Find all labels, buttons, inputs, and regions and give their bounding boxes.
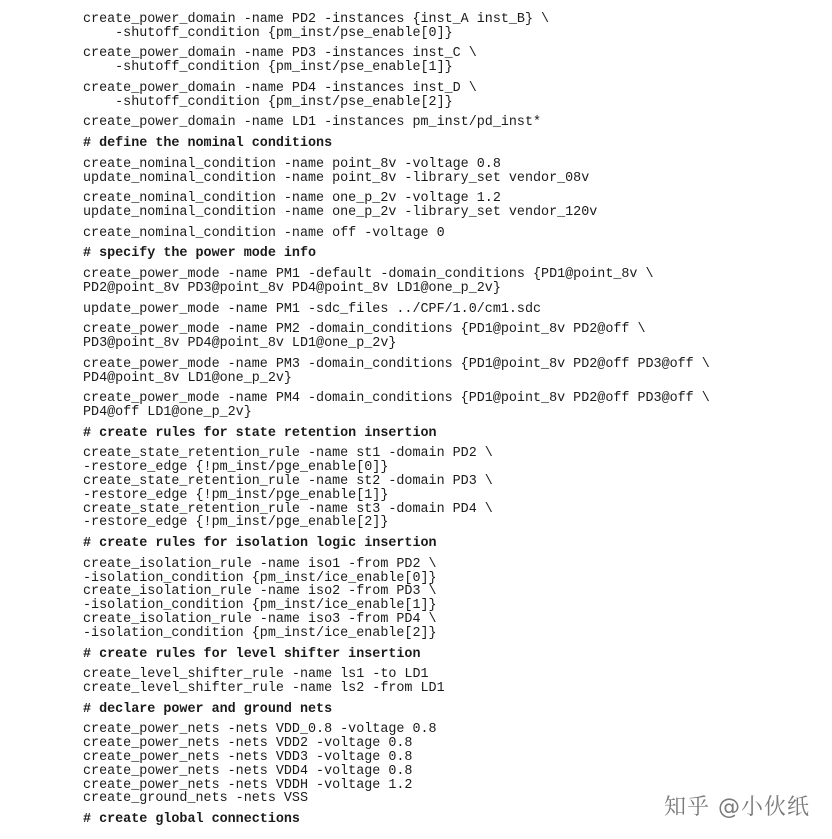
code-line: create_power_mode -name PM1 -default -domain_conditions {PD1@point_8v \ (83, 267, 654, 283)
code-line: create_level_shifter_rule -name ls1 -to LD1 (83, 667, 429, 683)
code-listing (83, 13, 710, 827)
code-line: -shutoff_condition {pm_inst/pse_enable[1]} (83, 60, 453, 76)
code-block (83, 303, 710, 317)
comment-block (83, 813, 710, 827)
code-line: create_power_nets -nets VDD4 -voltage 0.8 (83, 763, 413, 779)
code-line: create_isolation_rule -name iso3 -from PD4 \ (83, 612, 437, 628)
code-line: create_power_mode -name PM2 -domain_conditions {PD1@point_8v PD2@off \ (83, 322, 646, 338)
code-line: create_isolation_rule -name iso2 -from PD3 \ (83, 584, 437, 600)
code-line: create_ground_nets -nets VSS (83, 791, 308, 807)
code-block (83, 558, 710, 641)
code-line: PD4@off LD1@one_p_2v} (83, 405, 252, 421)
code-block (83, 668, 710, 696)
code-line: -isolation_condition {pm_inst/ice_enable[2]} (83, 625, 437, 641)
comment-line: # create rules for isolation logic insertion (83, 536, 437, 552)
code-line: create_nominal_condition -name off -voltage 0 (83, 225, 445, 241)
code-block (83, 447, 710, 530)
code-block (83, 13, 710, 41)
code-line: update_nominal_condition -name point_8v -library_set vendor_08v (83, 170, 590, 186)
code-block (83, 158, 710, 186)
code-line: create_state_retention_rule -name st3 -domain PD4 \ (83, 501, 493, 517)
code-block (83, 192, 710, 220)
code-line: create_level_shifter_rule -name ls2 -from LD1 (83, 681, 445, 696)
code-line: PD3@point_8v PD4@point_8v LD1@one_p_2v} (83, 336, 397, 352)
code-block (83, 323, 710, 351)
code-line: PD2@point_8v PD3@point_8v PD4@point_8v LD1@one_p_2v} (83, 280, 501, 296)
code-line: create_power_domain -name PD2 -instances {inst_A inst_B} \ (83, 12, 550, 27)
code-line: create_isolation_rule -name iso1 -from PD2 \ (83, 556, 437, 572)
code-line: -shutoff_condition {pm_inst/pse_enable[0]} (83, 25, 453, 41)
code-line: create_power_domain -name PD3 -instances inst_C \ (83, 46, 477, 62)
code-line: create_state_retention_rule -name st1 -domain PD2 \ (83, 446, 493, 462)
code-line: -shutoff_condition {pm_inst/pse_enable[2]} (83, 94, 453, 110)
comment-block (83, 247, 710, 261)
code-line: create_nominal_condition -name one_p_2v -voltage 1.2 (83, 191, 501, 207)
comment-line: # create rules for state retention insertion (83, 425, 437, 441)
code-line: update_power_mode -name PM1 -sdc_files ../CPF/1.0/cm1.sdc (83, 301, 542, 317)
code-line: -isolation_condition {pm_inst/ice_enable[1]} (83, 598, 437, 614)
comment-block (83, 137, 710, 151)
comment-block (83, 703, 710, 717)
code-block (83, 723, 710, 806)
code-line: create_state_retention_rule -name st2 -domain PD3 \ (83, 474, 493, 490)
comment-line: # create global connections (83, 812, 300, 828)
code-block (83, 392, 710, 420)
comment-block (83, 537, 710, 551)
code-block (83, 227, 710, 241)
code-line: create_power_mode -name PM4 -domain_conditions {PD1@point_8v PD2@off PD3@off \ (83, 391, 710, 407)
code-block (83, 358, 710, 386)
code-block (83, 47, 710, 75)
code-line: -restore_edge {!pm_inst/pge_enable[2]} (83, 515, 389, 531)
code-line: create_power_nets -nets VDD_0.8 -voltage 0.8 (83, 722, 437, 738)
watermark: 知乎 @小伙纸 (664, 795, 810, 820)
code-block (83, 82, 710, 110)
comment-line: # specify the power mode info (83, 246, 317, 262)
code-line: create_power_nets -nets VDDH -voltage 1.2 (83, 777, 413, 793)
code-line: create_nominal_condition -name point_8v -voltage 0.8 (83, 156, 501, 172)
code-line: update_nominal_condition -name one_p_2v -library_set vendor_120v (83, 205, 598, 221)
code-line: create_power_nets -nets VDD2 -voltage 0.8 (83, 736, 413, 752)
comment-line: # define the nominal conditions (83, 136, 333, 152)
comment-block (83, 648, 710, 662)
code-line: create_power_nets -nets VDD3 -voltage 0.8 (83, 749, 413, 765)
code-line: -restore_edge {!pm_inst/pge_enable[0]} (83, 460, 389, 476)
comment-block (83, 427, 710, 441)
code-line: PD4@point_8v LD1@one_p_2v} (83, 370, 292, 386)
code-block (83, 116, 710, 130)
code-block (83, 268, 710, 296)
code-line: create_power_mode -name PM3 -domain_conditions {PD1@point_8v PD2@off PD3@off \ (83, 356, 710, 372)
code-line: create_power_domain -name LD1 -instances pm_inst/pd_inst* (83, 115, 542, 131)
comment-line: # create rules for level shifter insertion (83, 646, 421, 662)
code-line: create_power_domain -name PD4 -instances inst_D \ (83, 80, 477, 96)
code-line: -isolation_condition {pm_inst/ice_enable[0]} (83, 570, 437, 586)
comment-line: # declare power and ground nets (83, 701, 333, 717)
code-line: -restore_edge {!pm_inst/pge_enable[1]} (83, 487, 389, 503)
